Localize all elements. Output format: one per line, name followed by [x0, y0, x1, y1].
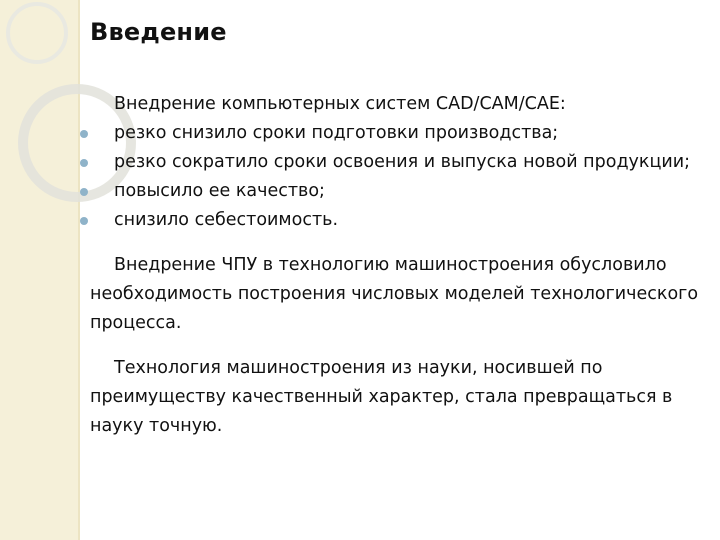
- bullet-text: повысило ее качество;: [114, 181, 325, 201]
- bullet-dot-icon: [80, 217, 88, 225]
- bullet-item: [90, 119, 705, 148]
- bullet-item: [90, 206, 705, 235]
- paragraph-science: Технология машиностроения из науки, носившей по преимуществу качественный характер, стала превращаться в науку точную.: [90, 358, 673, 436]
- decorative-ring-small: [6, 2, 68, 64]
- bullet-dot-icon: [80, 188, 88, 196]
- left-decorative-bar: [0, 0, 78, 540]
- bullet-text: резко снизило сроки подготовки производства;: [114, 123, 559, 143]
- intro-text: Внедрение компьютерных систем CAD/CAM/CAE:: [114, 94, 566, 114]
- bullet-text: снизило себестоимость.: [114, 210, 339, 230]
- paragraph-gap: [90, 338, 705, 354]
- slide-title: Введение: [90, 18, 227, 46]
- bullet-list: [90, 119, 705, 235]
- bullet-dot-icon: [80, 130, 88, 138]
- paragraph-cnc: Внедрение ЧПУ в технологию машиностроения обусловило необходимость построения числовых моделей технологического процесса.: [90, 255, 699, 333]
- bullet-item: [90, 148, 705, 177]
- left-bar-edge: [78, 0, 80, 540]
- bullet-text: резко сократило сроки освоения и выпуска новой продукции;: [114, 152, 691, 172]
- bullet-dot-icon: [80, 159, 88, 167]
- slide-content: [90, 90, 705, 441]
- bullet-item: [90, 177, 705, 206]
